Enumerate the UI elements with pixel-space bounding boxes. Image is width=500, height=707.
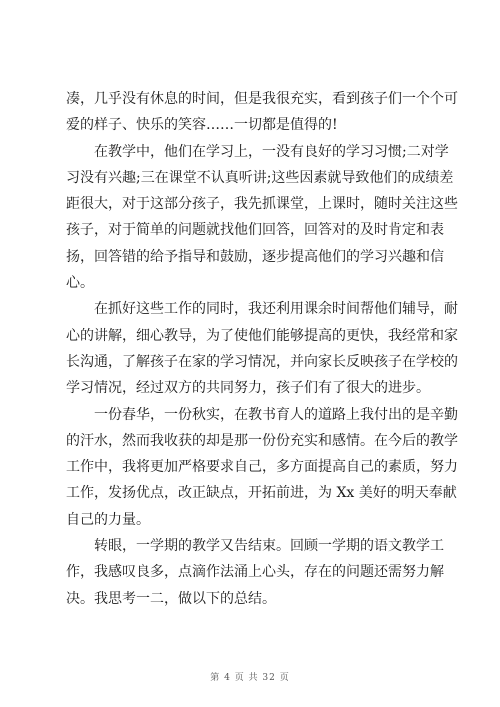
text-line: 作，我感叹良多，点滴作法涌上心头，存在的问题还需努力解 [66, 564, 444, 581]
text-line: 心的讲解，细心教导，为了使他们能够提高的更快，我经常和家 [66, 327, 458, 344]
text-line: 自己的力量。 [66, 511, 150, 528]
text-line: 转眼，一学期的教学又告结束。回顾一学期的语文教学工 [94, 538, 444, 555]
text-line: 习没有兴趣;三在课堂不认真听讲;这些因素就导致他们的成绩差 [66, 169, 454, 186]
document-body [66, 86, 458, 612]
text-line: 爱的样子、快乐的笑容……一切都是值得的! [66, 117, 338, 134]
paragraph [66, 402, 458, 533]
text-line: 工作中，我将更加严格要求自己，多方面提高自己的素质，努力 [66, 459, 458, 476]
text-line: 在抓好这些工作的同时，我还利用课余时间帮他们辅导，耐 [94, 301, 458, 318]
text-line: 扬，回答错的给予指导和鼓励，逐步提高他们的学习兴趣和信 [66, 248, 444, 265]
text-line: 距很大，对于这部分孩子，我先抓课堂，上课时，随时关注这些 [66, 196, 458, 213]
text-line: 在教学中，他们在学习上，一没有良好的学习习惯;二对学 [94, 143, 449, 160]
paragraph [66, 533, 444, 612]
text-line: 学习情况，经过双方的共同努力，孩子们有了很大的进步。 [66, 380, 430, 397]
text-line: 一份春华，一份秋实，在教书育人的道路上我付出的是辛勤 [94, 406, 458, 423]
paragraph [66, 296, 458, 401]
text-line: 长沟通，了解孩子在家的学习情况，并向家长反映孩子在学校的 [66, 353, 458, 370]
text-line: 决。我思考一二，做以下的总结。 [66, 590, 276, 607]
text-line: 的汗水，然而我收获的却是那一份份充实和感情。在今后的教学 [66, 432, 458, 449]
text-line: 凑，几乎没有休息的时间，但是我很充实，看到孩子们一个个可 [66, 91, 458, 107]
page-number-footer: 第 4 页 共 32 页 [210, 673, 290, 683]
text-line: 心。 [66, 275, 94, 292]
paragraph [66, 86, 458, 139]
paragraph [66, 139, 458, 297]
text-line: 孩子，对于简单的问题就找他们回答，回答对的及时肯定和表 [66, 222, 444, 239]
text-line: 工作，发扬优点，改正缺点，开拓前进，为 Xx 美好的明天奉献 [66, 485, 457, 502]
